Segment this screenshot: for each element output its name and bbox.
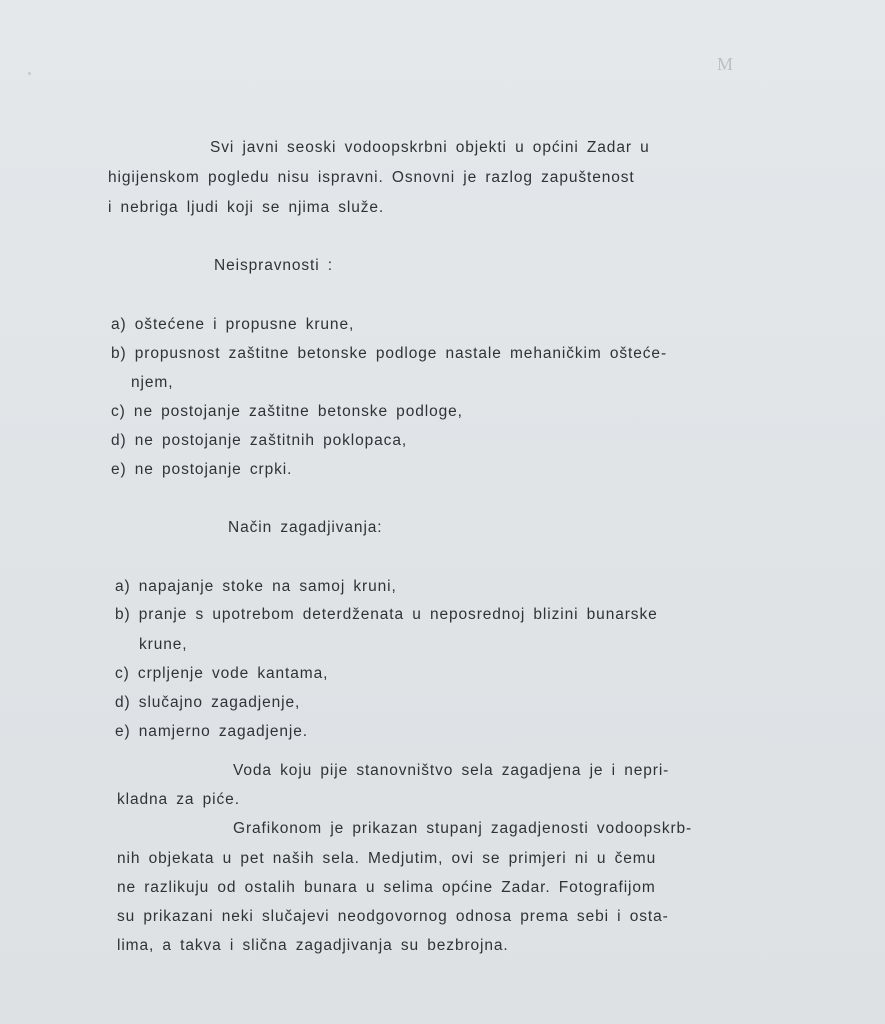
list-item: e) namjerno zagadjenje. [115, 723, 308, 740]
list-item: b) pranje s upotrebom deterdženata u neposrednoj blizini bunarske [115, 606, 658, 623]
list-item: a) oštećene i propusne krune, [111, 316, 355, 333]
text-line: Voda koju pije stanovništvo sela zagadjena je i nepri- [233, 762, 670, 779]
text-line: su prikazani neki slučajevi neodgovornog odnosa prema sebi i osta- [117, 908, 669, 925]
list-item: c) ne postojanje zaštitne betonske podloge, [111, 403, 463, 420]
list-item: krune, [139, 636, 188, 653]
list-item: a) napajanje stoke na samoj kruni, [115, 578, 397, 595]
page-speck [28, 72, 31, 75]
list-item: d) slučajno zagadjenje, [115, 694, 301, 711]
text-line: ne razlikuju od ostalih bunara u selima općine Zadar. Fotografijom [117, 879, 656, 896]
list-item: d) ne postojanje zaštitnih poklopaca, [111, 432, 408, 449]
text-line: i nebriga ljudi koji se njima služe. [108, 199, 385, 216]
defects-heading: Neispravnosti : [214, 257, 334, 274]
text-line: Grafikonom je prikazan stupanj zagadjenosti vodoopskrb- [233, 820, 693, 837]
text-line: higijenskom pogledu nisu ispravni. Osnovni je razlog zapuštenost [108, 169, 635, 186]
list-item: b) propusnost zaštitne betonske podloge nastale mehaničkim ošteće- [111, 345, 668, 362]
list-item: njem, [131, 374, 174, 391]
text-line: kladna za piće. [117, 791, 240, 808]
corner-mark: M [717, 54, 735, 74]
pollution-heading: Način zagadjivanja: [228, 519, 383, 536]
list-item: e) ne postojanje crpki. [111, 461, 293, 478]
text-line: lima, a takva i slična zagadjivanja su bezbrojna. [117, 937, 509, 954]
text-line: Svi javni seoski vodoopskrbni objekti u općini Zadar u [210, 139, 650, 156]
list-item: c) crpljenje vode kantama, [115, 665, 329, 682]
text-line: nih objekata u pet naših sela. Medjutim, ovi se primjeri ni u čemu [117, 850, 657, 867]
